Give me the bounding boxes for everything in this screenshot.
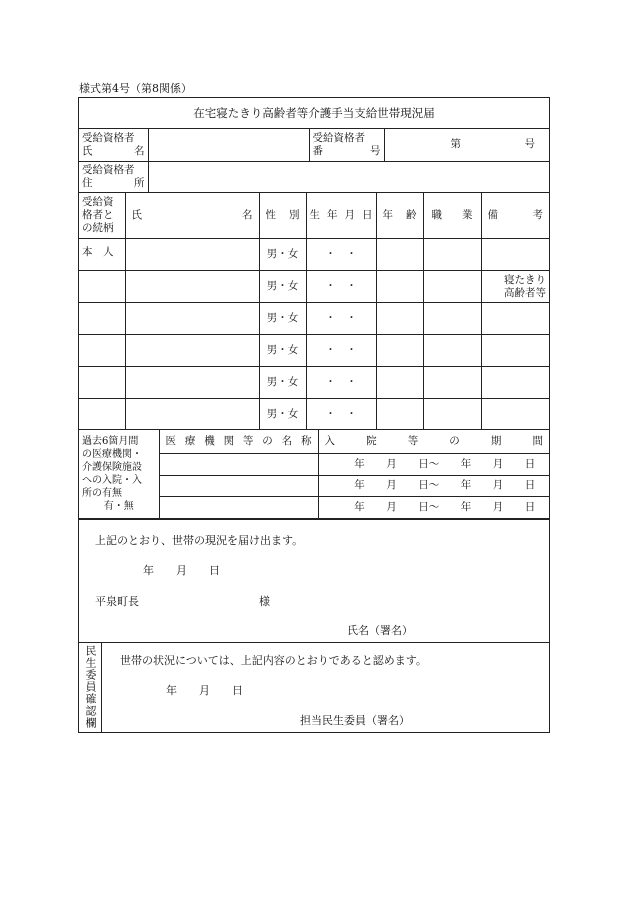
applicant-name-field[interactable] [148,129,309,161]
applicant-table [79,129,549,193]
remarks-cell[interactable] [481,239,549,271]
occupation-cell[interactable] [423,303,481,335]
form-number-label: 様式第4号（第8関係） [79,82,192,95]
relation-cell[interactable]: 本 人 [79,239,125,271]
hospitalization-table [79,430,549,519]
commissioner-signature[interactable]: 担当民生委員（署名） [300,713,410,727]
addressee: 平泉町長 [95,594,139,608]
period-header: 入院等の期間 [318,430,549,453]
relation-cell[interactable] [79,335,125,367]
applicant-number-label: 受給資格者 番 号 [309,129,384,161]
applicant-address-label: 受給資格者 住 所 [79,161,148,192]
remarks-cell[interactable] [481,399,549,430]
number-prefix: 第 [450,138,461,151]
yes-no-choice[interactable]: 有・無 [103,500,134,512]
relation-cell[interactable] [79,367,125,399]
household-table [79,193,549,431]
name-cell[interactable] [125,239,259,271]
remarks-cell[interactable] [481,335,549,367]
table-row [79,399,549,430]
relation-cell[interactable] [79,399,125,430]
institution-name-cell[interactable] [159,475,318,496]
commissioner-statement: 世帯の状況については、上記内容のとおりであると認めます。 [120,653,427,667]
declaration-section [79,519,549,642]
dob-header: 生年月日 [306,193,376,239]
number-suffix: 号 [524,138,535,151]
dob-cell[interactable]: ・ ・ [306,399,376,430]
occupation-cell[interactable] [423,399,481,430]
age-cell[interactable] [376,399,423,430]
dob-cell[interactable]: ・ ・ [306,335,376,367]
period-cell[interactable]: 年 月 日〜 年 月 日 [318,453,549,475]
dob-cell[interactable]: ・ ・ [306,367,376,399]
table-row [79,271,549,303]
relation-cell[interactable] [79,271,125,303]
name-cell[interactable] [125,367,259,399]
dob-cell[interactable]: ・ ・ [306,271,376,303]
household-status-form [78,97,550,733]
table-row [79,303,549,335]
age-cell[interactable] [376,271,423,303]
period-cell[interactable]: 年 月 日〜 年 月 日 [318,475,549,496]
relation-header: 受給資 格者と の続柄 [79,193,125,239]
sex-cell[interactable]: 男・女 [259,399,306,430]
table-row [79,239,549,271]
name-cell[interactable] [125,335,259,367]
name-cell[interactable] [125,399,259,430]
remarks-header: 備考 [481,193,549,239]
declaration-statement: 上記のとおり、世帯の現況を届け出ます。 [95,533,304,547]
applicant-number-field[interactable] [384,129,549,161]
age-cell[interactable] [376,335,423,367]
occupation-cell[interactable] [423,239,481,271]
sex-header: 性別 [259,193,306,239]
sex-cell[interactable]: 男・女 [259,271,306,303]
commissioner-date[interactable]: 年 月 日 [166,683,243,697]
age-cell[interactable] [376,239,423,271]
remarks-cell[interactable] [481,367,549,399]
hospitalization-label: 過去6箇月間 の医療機関・ 介護保険施設 への入院・入 所の有無 有・無 [79,430,159,518]
remarks-cell[interactable]: 寝たきり 高齢者等 [481,271,549,303]
institution-name-cell[interactable] [159,496,318,518]
name-cell[interactable] [125,303,259,335]
institution-name-header: 医療機関等の名称 [159,430,318,453]
commissioner-label: 民生委員確認欄 [84,645,97,729]
applicant-signature[interactable]: 氏名（署名） [347,623,413,637]
occupation-header: 職業 [423,193,481,239]
applicant-name-label: 受給資格者 氏 名 [79,129,148,161]
period-cell[interactable]: 年 月 日〜 年 月 日 [318,496,549,518]
table-row [79,367,549,399]
table-row [79,335,549,367]
institution-name-cell[interactable] [159,453,318,475]
age-cell[interactable] [376,367,423,399]
sex-cell[interactable]: 男・女 [259,367,306,399]
name-cell[interactable] [125,271,259,303]
dob-cell[interactable]: ・ ・ [306,303,376,335]
form-title: 在宅寝たきり高齢者等介護手当支給世帯現況届 [79,98,549,129]
applicant-address-field[interactable] [148,161,549,192]
name-header: 氏名 [125,193,259,239]
sex-cell[interactable]: 男・女 [259,335,306,367]
dob-cell[interactable]: ・ ・ [306,239,376,271]
age-header: 年齢 [376,193,423,239]
declaration-date[interactable]: 年 月 日 [143,563,220,577]
occupation-cell[interactable] [423,367,481,399]
remarks-cell[interactable] [481,303,549,335]
sex-cell[interactable]: 男・女 [259,303,306,335]
honorific: 様 [259,594,270,608]
commissioner-section [79,642,549,732]
relation-cell[interactable] [79,303,125,335]
age-cell[interactable] [376,303,423,335]
sex-cell[interactable]: 男・女 [259,239,306,271]
occupation-cell[interactable] [423,271,481,303]
occupation-cell[interactable] [423,335,481,367]
